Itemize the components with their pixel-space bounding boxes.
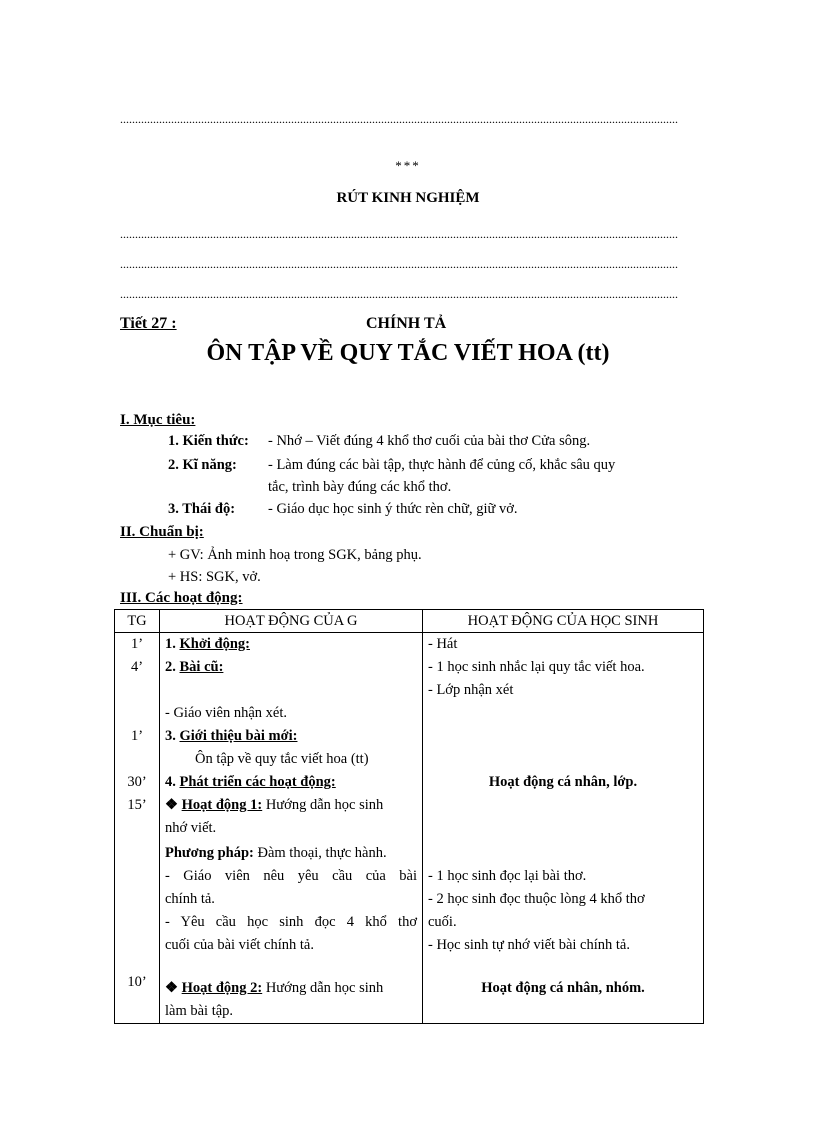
hs-hat: - Hát xyxy=(428,636,458,652)
separator-stars: *** xyxy=(395,158,421,173)
activities-table xyxy=(114,609,704,1024)
lesson-subject: CHÍNH TẢ xyxy=(366,315,447,332)
gv-gioi-thieu: 3. Giới thiệu bài mới: xyxy=(165,728,298,744)
gv-neu-yeu-cau: - Giáo viên nêu yêu cầu của bài xyxy=(165,868,417,884)
tg-value: 15’ xyxy=(127,797,147,813)
diamond-bullet-icon: ❖ xyxy=(165,980,182,996)
rut-kinh-nghiem-heading: RÚT KINH NGHIỆM xyxy=(336,190,480,206)
gv-hoat-dong-1: ❖ Hoạt động 1: Hướng dẫn học sinh xyxy=(165,797,384,813)
section-chuan-bi: II. Chuẩn bị: xyxy=(120,524,204,540)
lesson-number: Tiết 27 : xyxy=(120,315,177,332)
tg-value: 1’ xyxy=(130,728,144,744)
gv-yeu-cau-doc: - Yêu cầu học sinh đọc 4 khổ thơ xyxy=(165,914,417,930)
gv-phuong-phap: Phương pháp: Đàm thoại, thực hành. xyxy=(165,845,387,861)
tg-value: 10’ xyxy=(127,974,147,990)
gv-bai-cu: 2. Bài cũ: xyxy=(165,659,224,675)
hs-lop-nhan-xet: - Lớp nhận xét xyxy=(428,682,514,698)
ki-nang-text-cont: tắc, trình bày đúng các khổ thơ. xyxy=(268,479,452,495)
dotted-line: .......................................................................................................................................................................................... xyxy=(120,287,678,301)
tg-value: 30’ xyxy=(127,774,147,790)
kien-thuc-label: 1. Kiến thức: xyxy=(168,433,249,449)
gv-neu-yeu-cau-cont: chính tả. xyxy=(165,891,215,907)
lesson-title: ÔN TẬP VỀ QUY TẮC VIẾT HOA (tt) xyxy=(206,340,610,366)
hs-doc-lai: - 1 học sinh đọc lại bài thơ. xyxy=(428,868,587,884)
tg-cell xyxy=(115,633,160,1024)
gv-gioi-thieu-text: Ôn tập về quy tắc viết hoa (tt) xyxy=(195,751,369,767)
gv-nhan-xet: - Giáo viên nhận xét. xyxy=(165,705,288,721)
dotted-line: .......................................................................................................................................................................................... xyxy=(120,257,678,271)
section-hoat-dong: III. Các hoạt động: xyxy=(120,590,243,606)
gv-hoat-dong-2: ❖ Hoạt động 2: Hướng dẫn học sinh xyxy=(165,980,384,996)
diamond-bullet-icon: ❖ xyxy=(165,797,182,813)
gv-hoat-dong-1-cont: nhớ viết. xyxy=(165,820,217,836)
ki-nang-text: - Làm đúng các bài tập, thực hành để củng cố, khắc sâu quy xyxy=(268,457,616,473)
tg-value: 4’ xyxy=(130,659,144,675)
col-header-hs: HOẠT ĐỘNG CỦA HỌC SINH xyxy=(423,610,704,633)
hs-doc-thuoc: - 2 học sinh đọc thuộc lòng 4 khổ thơ xyxy=(428,891,645,907)
col-header-gv: HOẠT ĐỘNG CỦA G xyxy=(160,610,423,633)
hs-nhac-lai: - 1 học sinh nhắc lại quy tắc viết hoa. xyxy=(428,659,645,675)
ki-nang-label: 2. Kĩ năng: xyxy=(168,457,237,473)
hs-cell xyxy=(423,633,704,1024)
gv-khoi-dong: 1. Khởi động: xyxy=(165,636,250,652)
dotted-line: .......................................................................................................................................................................................... xyxy=(120,112,678,126)
section-muc-tieu: I. Mục tiêu: xyxy=(120,412,196,428)
hs-doc-thuoc-cont: cuối. xyxy=(428,914,457,930)
hs-ca-nhan-lop: Hoạt động cá nhân, lớp. xyxy=(488,774,638,790)
hs-ca-nhan-nhom: Hoạt động cá nhân, nhóm. xyxy=(481,980,645,996)
table-row xyxy=(115,633,704,1024)
dotted-line: .......................................................................................................................................................................................... xyxy=(120,227,678,241)
tg-value xyxy=(120,679,154,702)
gv-cell xyxy=(160,633,423,1024)
tg-value: 1’ xyxy=(130,636,144,652)
col-header-tg: TG xyxy=(115,610,160,633)
chuan-bi-hs: + HS: SGK, vở. xyxy=(168,569,261,585)
tg-value xyxy=(120,702,154,725)
hs-tu-nho: - Học sinh tự nhớ viết bài chính tả. xyxy=(428,937,630,953)
tg-value xyxy=(120,748,154,771)
thai-do-label: 3. Thái độ: xyxy=(168,501,236,517)
gv-yeu-cau-doc-cont: cuối của bài viết chính tả. xyxy=(165,937,314,953)
thai-do-text: - Giáo dục học sinh ý thức rèn chữ, giữ vở. xyxy=(268,501,518,517)
gv-hoat-dong-2-cont: làm bài tập. xyxy=(165,1003,234,1019)
gv-phat-trien: 4. Phát triển các hoạt động: xyxy=(165,774,336,790)
kien-thuc-text: - Nhớ – Viết đúng 4 khổ thơ cuối của bài thơ Cửa sông. xyxy=(268,433,591,449)
chuan-bi-gv: + GV: Ảnh minh hoạ trong SGK, bảng phụ. xyxy=(168,547,422,563)
